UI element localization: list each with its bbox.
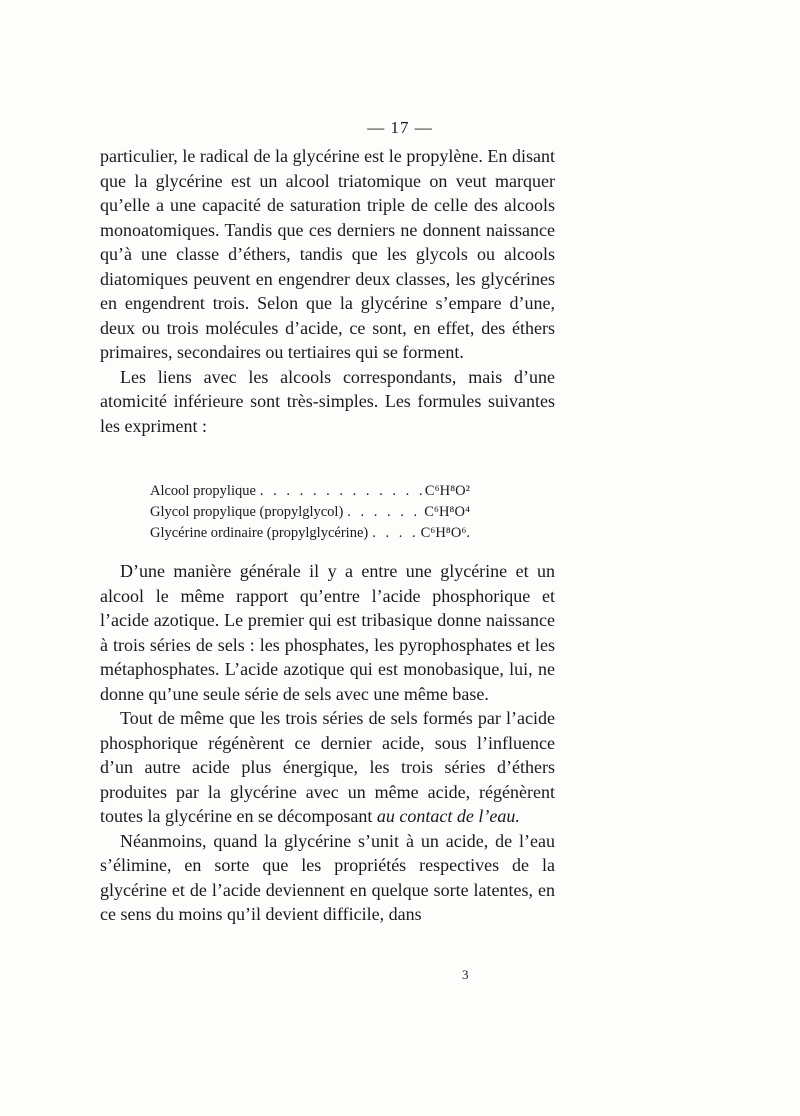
formula-name: Glycérine ordinaire (propylglycérine) bbox=[150, 525, 369, 541]
paragraph: Néanmoins, quand la glycérine s’unit à un acide, de l’eau s’élimine, en sorte que les propriétés respectives de la glycérine et de l’acide deviennent en quelque sorte latentes, en ce sens du moins qu’il devient difficile, dans bbox=[100, 830, 555, 924]
formula-table bbox=[150, 481, 470, 544]
paragraph-continued: particulier, le radical de la glycérine est le propylène. En disant que la glycérine est un alcool triatomique on veut marquer qu’elle a une capacité de saturation triple de celle des alcools monoatomiques. Tandis que ces derniers ne donnent naissance qu’à une classe d’éthers, tandis que les glycols ou alcools diatomiques peuvent en engendrer deux classes, les glycérines en engendrent trois. Selon que la glycérine s’empare d’une, deux ou trois molécules d’acide, ce sont, en effet, des éthers primaires, secondaires ou tertiaires qui se forment. bbox=[100, 146, 555, 362]
leader-dots bbox=[343, 502, 424, 523]
italic-phrase: au contact de l’eau. bbox=[376, 806, 520, 826]
formula-row bbox=[150, 523, 470, 544]
body-text-bottom bbox=[100, 559, 555, 927]
formula-name: Glycol propylique (propylglycol) bbox=[150, 504, 344, 520]
leader-dots bbox=[256, 481, 425, 502]
formula-value: C⁶H⁸O² bbox=[424, 483, 470, 499]
paragraph bbox=[100, 706, 555, 829]
page-number: — 17 — bbox=[367, 118, 433, 137]
formula-value: C⁶H⁸O⁴ bbox=[424, 504, 470, 520]
paragraph: D’une manière générale il y a entre une glycérine et un alcool le même rapport qu’entre l’acide phosphorique et l’acide azotique. Le premier qui est tribasique donne naissance à trois séries de sels : les phosphates, les pyrophosphates et les métaphosphates. L’acide azotique qui est monobasique, lui, ne donne qu’une seule série de sels avec une même base. bbox=[100, 561, 555, 704]
formula-row bbox=[150, 481, 470, 502]
body-text-top bbox=[100, 144, 555, 438]
formula-name: Alcool propylique bbox=[150, 483, 256, 499]
paragraph-text: Tout de même que les trois séries de sels formés par l’acide phosphorique régénèrent ce dernier acide, sous l’influence d’un autre acide plus énergique, les trois séries d’éthers produites par la glycérine avec un même acide, régénèrent toutes la glycérine en se décomposant bbox=[100, 708, 555, 826]
paragraph: Les liens avec les alcools correspondants, mais d’une atomicité inférieure sont très-simples. Les formules suivantes les expriment : bbox=[100, 366, 555, 436]
formula-value: C⁶H⁸O⁶. bbox=[420, 525, 470, 541]
leader-dots bbox=[368, 523, 420, 544]
formula-row bbox=[150, 502, 470, 523]
signature-mark: 3 bbox=[462, 967, 469, 982]
